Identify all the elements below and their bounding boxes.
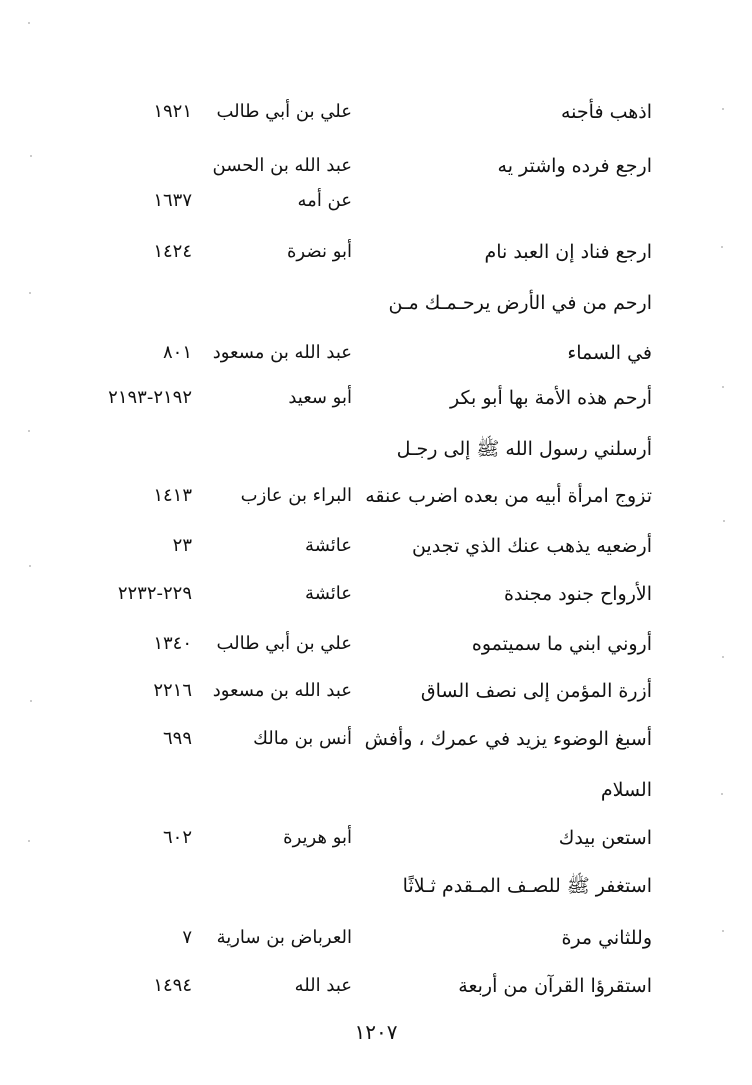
scan-speck <box>722 386 724 388</box>
index-entry <box>0 624 752 664</box>
hadith-text: الأرواح جنود مجندة <box>504 583 652 605</box>
hadith-text: أرحم هذه الأمة بها أبو بكر <box>450 387 652 409</box>
index-entry <box>0 719 752 759</box>
index-entry <box>0 526 752 566</box>
index-entry <box>0 181 752 221</box>
index-entry <box>0 574 752 614</box>
index-entry <box>0 429 752 469</box>
hadith-reference-number: ٦٠٢ <box>162 827 192 848</box>
scan-speck <box>722 930 724 932</box>
scan-speck <box>29 565 31 567</box>
hadith-text: السلام <box>600 779 652 801</box>
hadith-text: أزرة المؤمن إلى نصف الساق <box>420 680 652 702</box>
hadith-text: اذهب فأجنه <box>561 101 652 123</box>
narrator-name: عن أمه <box>297 190 352 211</box>
hadith-text: أسبغ الوضوء يزيد في عمرك ، وأفش <box>364 728 652 750</box>
scan-speck <box>28 430 30 432</box>
hadith-reference-number: ٢٢١٦ <box>153 680 192 701</box>
scan-speck <box>722 656 724 658</box>
index-entry <box>0 966 752 1006</box>
hadith-text: أرضعيه يذهب عنك الذي تجدين <box>411 535 652 557</box>
index-entry <box>0 333 752 373</box>
index-entry <box>0 918 752 958</box>
hadith-text: استغفر ﷺ للصـف المـقدم ثـلاثًا <box>402 875 652 897</box>
page-number: ١٢٠٧ <box>354 1020 398 1044</box>
narrator-name: أبو سعيد <box>288 387 352 408</box>
index-entry <box>0 378 752 418</box>
narrator-name: عبد الله <box>294 975 352 996</box>
hadith-reference-number: ١٤٩٤ <box>153 975 192 996</box>
hadith-text: ارجع فناد إن العبد نام <box>484 241 652 263</box>
hadith-reference-number: ١٩٢١ <box>153 101 192 122</box>
hadith-reference-number: ٨٠١ <box>162 342 192 363</box>
index-entry <box>0 146 752 186</box>
index-entry <box>0 476 752 516</box>
narrator-name: أنس بن مالك <box>253 728 352 749</box>
hadith-text: تزوج امرأة أبيه من بعده اضرب عنقه <box>365 485 652 507</box>
hadith-text: في السماء <box>567 342 652 364</box>
index-entry <box>0 671 752 711</box>
index-entry <box>0 92 752 132</box>
hadith-reference-number: ٢٣ <box>172 535 192 556</box>
scan-speck <box>721 793 723 795</box>
hadith-text: ارجع فرده واشتر يه <box>497 155 652 177</box>
narrator-name: أبو نضرة <box>286 241 352 262</box>
hadith-reference-number: ١٤١٣ <box>153 485 192 506</box>
narrator-name: عبد الله بن الحسن <box>212 155 352 176</box>
hadith-reference-number: ١٣٤٠ <box>153 633 192 654</box>
hadith-reference-number: ٦٩٩ <box>162 728 192 749</box>
scan-speck <box>721 246 723 248</box>
hadith-reference-number: ٢١٩٢-٢١٩٣ <box>108 387 192 408</box>
scan-speck <box>29 292 31 294</box>
scan-speck <box>30 700 32 702</box>
narrator-name: عبد الله بن مسعود <box>212 342 352 363</box>
narrator-name: علي بن أبي طالب <box>216 633 352 654</box>
hadith-reference-number: ١٦٣٧ <box>153 190 192 211</box>
index-entry <box>0 232 752 272</box>
hadith-reference-number: ٢٢٩-٢٢٣٢ <box>117 583 192 604</box>
scan-speck <box>723 520 725 522</box>
hadith-reference-number: ١٤٢٤ <box>153 241 192 262</box>
narrator-name: عائشة <box>305 583 352 604</box>
narrator-name: علي بن أبي طالب <box>216 101 352 122</box>
hadith-text: استعن بيدك <box>558 827 652 849</box>
index-entry <box>0 866 752 906</box>
hadith-text: ارحم من في الأرض يرحـمـك مـن <box>388 292 652 314</box>
hadith-text: أرسلني رسول الله ﷺ إلى رجـل <box>396 438 652 460</box>
hadith-reference-number: ٧ <box>182 927 192 948</box>
hadith-text: استقرؤا القرآن من أربعة <box>458 975 652 997</box>
index-entry <box>0 818 752 858</box>
scan-speck <box>28 840 30 842</box>
narrator-name: عبد الله بن مسعود <box>212 680 352 701</box>
scan-speck <box>722 108 724 110</box>
narrator-name: البراء بن عازب <box>240 485 352 506</box>
narrator-name: عائشة <box>305 535 352 556</box>
scan-speck <box>28 22 30 24</box>
index-entry <box>0 770 752 810</box>
narrator-name: أبو هريرة <box>283 827 352 848</box>
hadith-text: أروني ابني ما سميتموه <box>471 633 652 655</box>
narrator-name: العرباض بن سارية <box>216 927 352 948</box>
scan-speck <box>30 155 32 157</box>
index-entry <box>0 283 752 323</box>
hadith-text: وللثاني مرة <box>561 927 652 949</box>
